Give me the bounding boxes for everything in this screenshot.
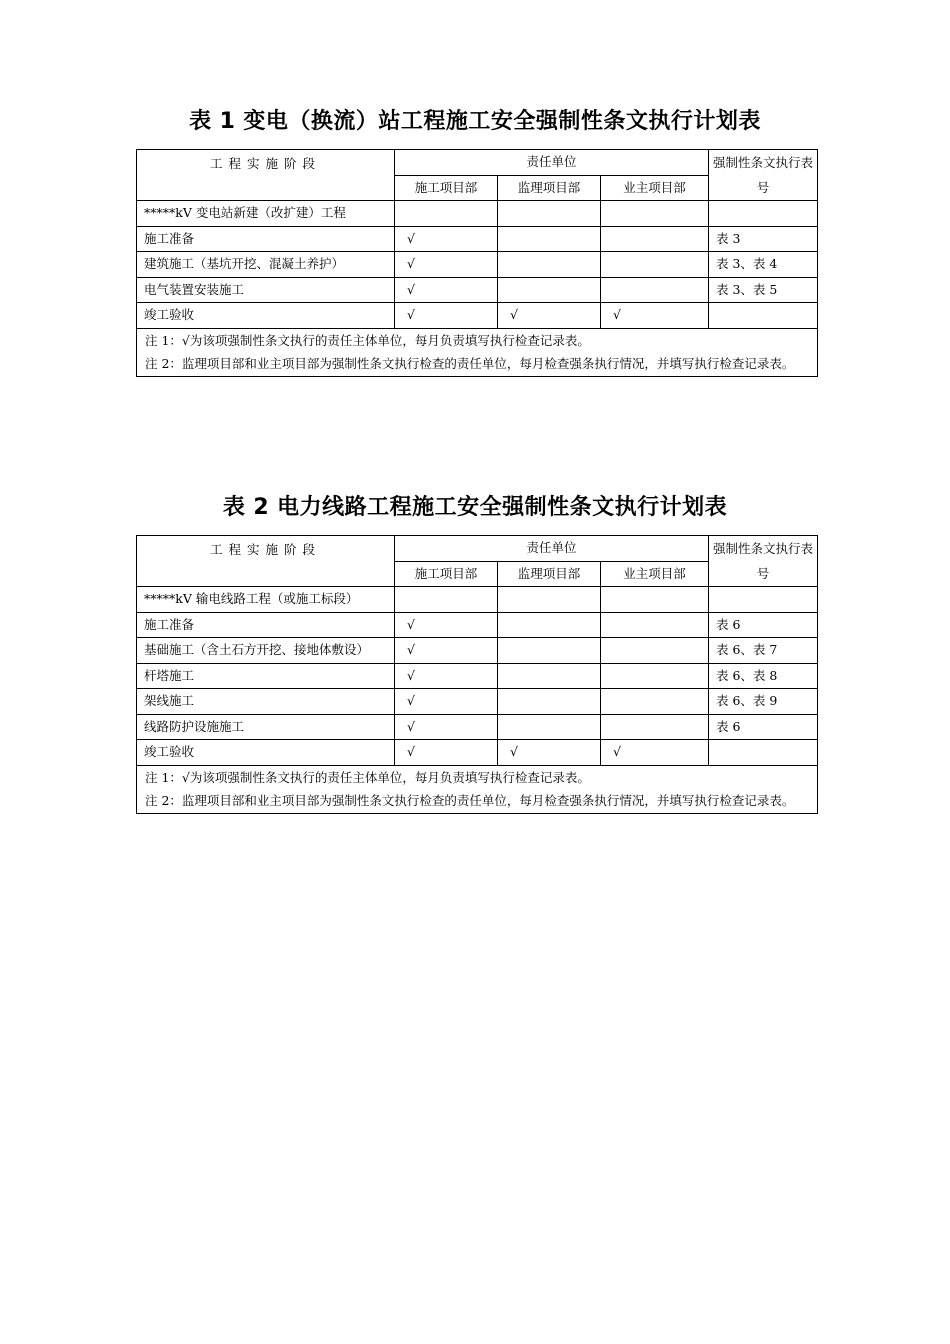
stage-cell: *****kV 变电站新建（改扩建）工程 (137, 201, 395, 227)
table-2 (136, 535, 818, 814)
table-no-cell (709, 201, 818, 227)
table-row (137, 714, 818, 740)
construction-check-cell: √ (395, 638, 498, 664)
table-row (137, 252, 818, 278)
table-no-cell: 表 6、表 7 (709, 638, 818, 664)
table-no-cell: 表 6、表 8 (709, 663, 818, 689)
table-1-table-no-header: 强制性条文执行表号 (709, 150, 818, 201)
table-row (137, 277, 818, 303)
stage-cell: 基础施工（含土石方开挖、接地体敷设） (137, 638, 395, 664)
table-row (137, 612, 818, 638)
owner-check-cell (601, 638, 709, 664)
table-1-title-prefix: 表 (189, 109, 212, 134)
table-1-unit-construction: 施工项目部 (395, 175, 498, 201)
table-1-unit-supervision: 监理项目部 (498, 175, 601, 201)
table-row (137, 740, 818, 766)
table-2-stage-header: 工程实施阶段 (137, 536, 395, 587)
stage-cell: 架线施工 (137, 689, 395, 715)
table-no-cell: 表 6 (709, 714, 818, 740)
construction-check-cell: √ (395, 689, 498, 715)
construction-check-cell: √ (395, 714, 498, 740)
table-no-cell (709, 303, 818, 329)
owner-check-cell (601, 201, 709, 227)
construction-check-cell: √ (395, 252, 498, 278)
table-1-note-2: 注 2：监理项目部和业主项目部为强制性条文执行检查的责任单位，每月检查强条执行情况，并填写执行检查记录表。 (145, 356, 795, 371)
stage-cell: 电气装置安装施工 (137, 277, 395, 303)
table-2-notes (137, 765, 818, 813)
supervision-check-cell (498, 587, 601, 613)
table-2-header-row-1 (137, 536, 818, 562)
owner-check-cell: √ (601, 740, 709, 766)
table-2-title-prefix: 表 (222, 495, 246, 520)
supervision-check-cell (498, 277, 601, 303)
table-row (137, 587, 818, 613)
table-no-cell (709, 740, 818, 766)
stage-cell: 施工准备 (137, 612, 395, 638)
table-1-note-1: 注 1：√为该项强制性条文执行的责任主体单位，每月负责填写执行检查记录表。 (145, 332, 590, 348)
construction-check-cell: √ (395, 663, 498, 689)
owner-check-cell (601, 277, 709, 303)
construction-check-cell: √ (395, 740, 498, 766)
supervision-check-cell: √ (498, 740, 601, 766)
owner-check-cell (601, 689, 709, 715)
table-2-table-no-header: 强制性条文执行表号 (709, 536, 818, 587)
table-1-notes (137, 328, 818, 376)
stage-cell: 建筑施工（基坑开挖、混凝土养护） (137, 252, 395, 278)
table-1 (136, 149, 818, 377)
construction-check-cell: √ (395, 303, 498, 329)
supervision-check-cell (498, 201, 601, 227)
table-row (137, 689, 818, 715)
owner-check-cell (601, 226, 709, 252)
supervision-check-cell (498, 252, 601, 278)
stage-cell: *****kV 输电线路工程（或施工标段） (137, 587, 395, 613)
table-no-cell: 表 3、表 5 (709, 277, 818, 303)
table-2-title-number: 2 (253, 495, 270, 520)
table-row (137, 663, 818, 689)
table-2-note-2: 注 2：监理项目部和业主项目部为强制性条文执行检查的责任单位，每月检查强条执行情况，并填写执行检查记录表。 (145, 793, 795, 808)
table-1-responsible-header: 责任单位 (395, 150, 709, 176)
table-row (137, 201, 818, 227)
table-1-title-number: 1 (219, 109, 236, 134)
table-2-note-1: 注 1：√为该项强制性条文执行的责任主体单位，每月负责填写执行检查记录表。 (145, 769, 590, 785)
table-no-cell (709, 587, 818, 613)
supervision-check-cell (498, 638, 601, 664)
supervision-check-cell (498, 689, 601, 715)
table-2-unit-construction: 施工项目部 (395, 561, 498, 587)
table-2-title-text: 电力线路工程施工安全强制性条文执行计划表 (277, 495, 728, 520)
table-1-title (0, 104, 950, 135)
supervision-check-cell (498, 714, 601, 740)
table-no-cell: 表 6 (709, 612, 818, 638)
table-2-unit-supervision: 监理项目部 (498, 561, 601, 587)
owner-check-cell (601, 587, 709, 613)
stage-cell: 竣工验收 (137, 740, 395, 766)
table-row (137, 638, 818, 664)
construction-check-cell: √ (395, 226, 498, 252)
table-row (137, 226, 818, 252)
table-2-responsible-header: 责任单位 (395, 536, 709, 562)
stage-cell: 杆塔施工 (137, 663, 395, 689)
owner-check-cell (601, 714, 709, 740)
table-no-cell: 表 6、表 9 (709, 689, 818, 715)
construction-check-cell: √ (395, 612, 498, 638)
table-no-cell: 表 3 (709, 226, 818, 252)
table-row (137, 303, 818, 329)
construction-check-cell (395, 201, 498, 227)
table-2-notes-row (137, 765, 818, 813)
construction-check-cell (395, 587, 498, 613)
construction-check-cell: √ (395, 277, 498, 303)
stage-cell: 施工准备 (137, 226, 395, 252)
owner-check-cell (601, 252, 709, 278)
table-1-header-row-1 (137, 150, 818, 176)
stage-cell: 竣工验收 (137, 303, 395, 329)
table-1-unit-owner: 业主项目部 (601, 175, 709, 201)
supervision-check-cell (498, 663, 601, 689)
table-2-unit-owner: 业主项目部 (601, 561, 709, 587)
owner-check-cell (601, 612, 709, 638)
table-1-stage-header: 工程实施阶段 (137, 150, 395, 201)
owner-check-cell (601, 663, 709, 689)
table-no-cell: 表 3、表 4 (709, 252, 818, 278)
table-2-title (0, 490, 950, 521)
supervision-check-cell (498, 612, 601, 638)
stage-cell: 线路防护设施施工 (137, 714, 395, 740)
table-1-notes-row (137, 328, 818, 376)
owner-check-cell: √ (601, 303, 709, 329)
supervision-check-cell: √ (498, 303, 601, 329)
table-1-title-text: 变电（换流）站工程施工安全强制性条文执行计划表 (243, 109, 761, 134)
supervision-check-cell (498, 226, 601, 252)
